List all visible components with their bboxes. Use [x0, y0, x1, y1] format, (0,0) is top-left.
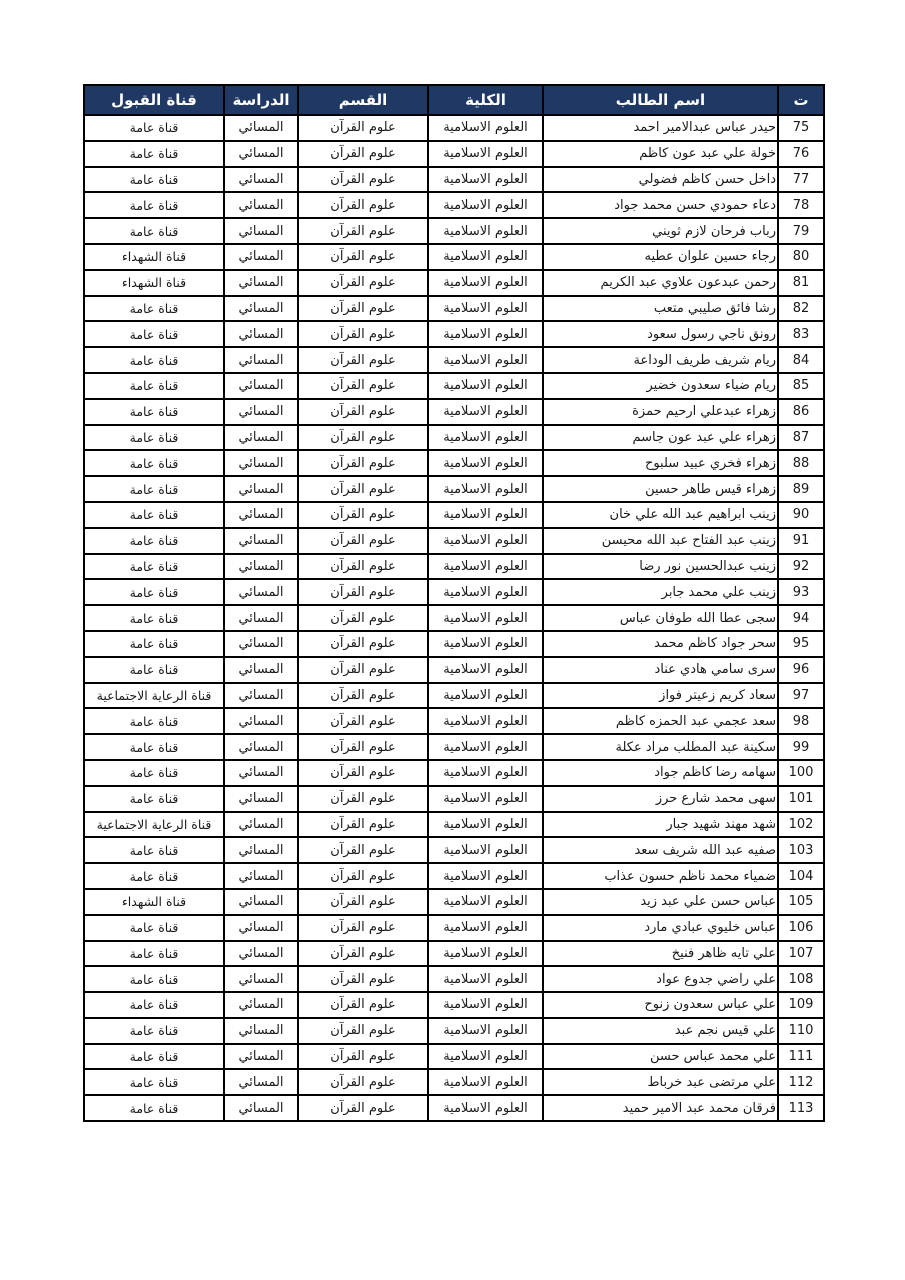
department-cell: علوم القرآن — [298, 244, 428, 270]
channel-cell: قناة الشهداء — [84, 889, 224, 915]
channel-cell: قناة عامة — [84, 992, 224, 1018]
department-cell: علوم القرآن — [298, 296, 428, 322]
department-cell: علوم القرآن — [298, 425, 428, 451]
college-cell: العلوم الاسلامية — [428, 450, 543, 476]
serial-cell: 75 — [778, 115, 824, 141]
study-cell: المسائي — [224, 141, 298, 167]
study-cell: المسائي — [224, 270, 298, 296]
department-cell: علوم القرآن — [298, 941, 428, 967]
student-name-cell: حيدر عباس عبدالامير احمد — [543, 115, 778, 141]
college-cell: العلوم الاسلامية — [428, 115, 543, 141]
table-row — [84, 321, 824, 347]
table-row — [84, 115, 824, 141]
college-cell: العلوم الاسلامية — [428, 812, 543, 838]
serial-cell: 91 — [778, 528, 824, 554]
study-cell: المسائي — [224, 167, 298, 193]
study-cell: المسائي — [224, 708, 298, 734]
table-row — [84, 425, 824, 451]
study-cell: المسائي — [224, 476, 298, 502]
serial-cell: 110 — [778, 1018, 824, 1044]
department-cell: علوم القرآن — [298, 631, 428, 657]
channel-cell: قناة عامة — [84, 863, 224, 889]
department-cell: علوم القرآن — [298, 1069, 428, 1095]
study-cell: المسائي — [224, 837, 298, 863]
channel-cell: قناة عامة — [84, 450, 224, 476]
table-row — [84, 631, 824, 657]
study-cell: المسائي — [224, 218, 298, 244]
channel-cell: قناة عامة — [84, 167, 224, 193]
study-cell: المسائي — [224, 966, 298, 992]
student-name-cell: علي قيس نجم عبد — [543, 1018, 778, 1044]
table-row — [84, 141, 824, 167]
student-name-cell: صفيه عبد الله شريف سعد — [543, 837, 778, 863]
college-cell: العلوم الاسلامية — [428, 554, 543, 580]
channel-cell: قناة الشهداء — [84, 270, 224, 296]
student-name-cell: رباب فرحان لازم ثويني — [543, 218, 778, 244]
table-header-row — [84, 85, 824, 115]
study-cell: المسائي — [224, 579, 298, 605]
department-cell: علوم القرآن — [298, 734, 428, 760]
student-name-cell: سهامه رضا كاظم جواد — [543, 760, 778, 786]
col-header-department: القسم — [298, 85, 428, 115]
table-row — [84, 992, 824, 1018]
channel-cell: قناة عامة — [84, 296, 224, 322]
department-cell: علوم القرآن — [298, 399, 428, 425]
table-row — [84, 657, 824, 683]
department-cell: علوم القرآن — [298, 115, 428, 141]
student-name-cell: ضمياء محمد ناظم حسون عذاب — [543, 863, 778, 889]
department-cell: علوم القرآن — [298, 270, 428, 296]
department-cell: علوم القرآن — [298, 450, 428, 476]
student-name-cell: سحر جواد كاظم محمد — [543, 631, 778, 657]
table-row — [84, 837, 824, 863]
department-cell: علوم القرآن — [298, 347, 428, 373]
channel-cell: قناة عامة — [84, 502, 224, 528]
student-name-cell: رحمن عبدعون علاوي عبد الكريم — [543, 270, 778, 296]
student-name-cell: زهراء علي عبد عون جاسم — [543, 425, 778, 451]
serial-cell: 106 — [778, 915, 824, 941]
serial-cell: 85 — [778, 373, 824, 399]
student-name-cell: سهى محمد شارع حرز — [543, 786, 778, 812]
department-cell: علوم القرآن — [298, 502, 428, 528]
table-row — [84, 554, 824, 580]
department-cell: علوم القرآن — [298, 708, 428, 734]
department-cell: علوم القرآن — [298, 1095, 428, 1121]
college-cell: العلوم الاسلامية — [428, 476, 543, 502]
channel-cell: قناة عامة — [84, 218, 224, 244]
student-name-cell: علي راضي جدوع عواد — [543, 966, 778, 992]
college-cell: العلوم الاسلامية — [428, 167, 543, 193]
serial-cell: 90 — [778, 502, 824, 528]
channel-cell: قناة عامة — [84, 966, 224, 992]
department-cell: علوم القرآن — [298, 812, 428, 838]
study-cell: المسائي — [224, 373, 298, 399]
student-name-cell: سجى عطا الله طوفان عباس — [543, 605, 778, 631]
table-body — [84, 115, 824, 1121]
college-cell: العلوم الاسلامية — [428, 579, 543, 605]
department-cell: علوم القرآن — [298, 476, 428, 502]
college-cell: العلوم الاسلامية — [428, 296, 543, 322]
study-cell: المسائي — [224, 786, 298, 812]
student-name-cell: زهراء قيس طاهر حسين — [543, 476, 778, 502]
table-row — [84, 476, 824, 502]
table-row — [84, 399, 824, 425]
study-cell: المسائي — [224, 1044, 298, 1070]
student-name-cell: سعد عجمي عبد الحمزه كاظم — [543, 708, 778, 734]
serial-cell: 108 — [778, 966, 824, 992]
department-cell: علوم القرآن — [298, 863, 428, 889]
student-name-cell: علي محمد عباس حسن — [543, 1044, 778, 1070]
college-cell: العلوم الاسلامية — [428, 1018, 543, 1044]
department-cell: علوم القرآن — [298, 1018, 428, 1044]
study-cell: المسائي — [224, 296, 298, 322]
college-cell: العلوم الاسلامية — [428, 373, 543, 399]
serial-cell: 102 — [778, 812, 824, 838]
channel-cell: قناة عامة — [84, 115, 224, 141]
college-cell: العلوم الاسلامية — [428, 218, 543, 244]
serial-cell: 105 — [778, 889, 824, 915]
college-cell: العلوم الاسلامية — [428, 270, 543, 296]
serial-cell: 97 — [778, 683, 824, 709]
college-cell: العلوم الاسلامية — [428, 941, 543, 967]
channel-cell: قناة الرعاية الاجتماعية — [84, 683, 224, 709]
table-row — [84, 966, 824, 992]
channel-cell: قناة عامة — [84, 192, 224, 218]
college-cell: العلوم الاسلامية — [428, 837, 543, 863]
table-row — [84, 941, 824, 967]
college-cell: العلوم الاسلامية — [428, 425, 543, 451]
department-cell: علوم القرآن — [298, 915, 428, 941]
student-name-cell: علي عباس سعدون زنوح — [543, 992, 778, 1018]
college-cell: العلوم الاسلامية — [428, 1069, 543, 1095]
serial-cell: 89 — [778, 476, 824, 502]
department-cell: علوم القرآن — [298, 605, 428, 631]
serial-cell: 83 — [778, 321, 824, 347]
college-cell: العلوم الاسلامية — [428, 631, 543, 657]
channel-cell: قناة عامة — [84, 321, 224, 347]
channel-cell: قناة عامة — [84, 373, 224, 399]
student-name-cell: ريام ضياء سعدون خضير — [543, 373, 778, 399]
study-cell: المسائي — [224, 889, 298, 915]
serial-cell: 82 — [778, 296, 824, 322]
study-cell: المسائي — [224, 554, 298, 580]
table-row — [84, 734, 824, 760]
student-name-cell: رشا فائق صليبي متعب — [543, 296, 778, 322]
serial-cell: 93 — [778, 579, 824, 605]
serial-cell: 112 — [778, 1069, 824, 1095]
department-cell: علوم القرآن — [298, 528, 428, 554]
college-cell: العلوم الاسلامية — [428, 528, 543, 554]
student-name-cell: داخل حسن كاظم فضولي — [543, 167, 778, 193]
channel-cell: قناة عامة — [84, 786, 224, 812]
table-row — [84, 708, 824, 734]
table-row — [84, 683, 824, 709]
student-name-cell: شهد مهند شهيد جبار — [543, 812, 778, 838]
study-cell: المسائي — [224, 863, 298, 889]
channel-cell: قناة الرعاية الاجتماعية — [84, 812, 224, 838]
college-cell: العلوم الاسلامية — [428, 915, 543, 941]
channel-cell: قناة عامة — [84, 1095, 224, 1121]
department-cell: علوم القرآن — [298, 837, 428, 863]
channel-cell: قناة عامة — [84, 554, 224, 580]
college-cell: العلوم الاسلامية — [428, 1044, 543, 1070]
student-name-cell: رجاء حسين علوان عطيه — [543, 244, 778, 270]
table-row — [84, 296, 824, 322]
channel-cell: قناة عامة — [84, 734, 224, 760]
college-cell: العلوم الاسلامية — [428, 141, 543, 167]
department-cell: علوم القرآن — [298, 1044, 428, 1070]
table-row — [84, 502, 824, 528]
student-name-cell: سكينة عبد المطلب مراد عكلة — [543, 734, 778, 760]
study-cell: المسائي — [224, 812, 298, 838]
study-cell: المسائي — [224, 115, 298, 141]
student-admissions-table — [83, 84, 825, 1122]
col-header-serial: ت — [778, 85, 824, 115]
channel-cell: قناة عامة — [84, 425, 224, 451]
table-row — [84, 1095, 824, 1121]
channel-cell: قناة عامة — [84, 347, 224, 373]
channel-cell: قناة عامة — [84, 141, 224, 167]
channel-cell: قناة عامة — [84, 760, 224, 786]
channel-cell: قناة عامة — [84, 657, 224, 683]
student-name-cell: فرقان محمد عبد الامير حميد — [543, 1095, 778, 1121]
table-row — [84, 218, 824, 244]
college-cell: العلوم الاسلامية — [428, 399, 543, 425]
college-cell: العلوم الاسلامية — [428, 786, 543, 812]
college-cell: العلوم الاسلامية — [428, 992, 543, 1018]
student-name-cell: زينب علي محمد جابر — [543, 579, 778, 605]
col-header-study: الدراسة — [224, 85, 298, 115]
student-name-cell: رونق ناجي رسول سعود — [543, 321, 778, 347]
serial-cell: 84 — [778, 347, 824, 373]
student-name-cell: زينب عبد الفتاح عبد الله محيسن — [543, 528, 778, 554]
college-cell: العلوم الاسلامية — [428, 502, 543, 528]
department-cell: علوم القرآن — [298, 992, 428, 1018]
serial-cell: 113 — [778, 1095, 824, 1121]
channel-cell: قناة عامة — [84, 605, 224, 631]
channel-cell: قناة عامة — [84, 708, 224, 734]
study-cell: المسائي — [224, 657, 298, 683]
student-name-cell: علي مرتضى عبد خرباط — [543, 1069, 778, 1095]
department-cell: علوم القرآن — [298, 889, 428, 915]
serial-cell: 104 — [778, 863, 824, 889]
student-name-cell: ريام شريف طريف الوداعة — [543, 347, 778, 373]
study-cell: المسائي — [224, 192, 298, 218]
serial-cell: 95 — [778, 631, 824, 657]
department-cell: علوم القرآن — [298, 786, 428, 812]
student-name-cell: دعاء حمودي حسن محمد جواد — [543, 192, 778, 218]
serial-cell: 76 — [778, 141, 824, 167]
channel-cell: قناة عامة — [84, 1044, 224, 1070]
col-header-student-name: اسم الطالب — [543, 85, 778, 115]
student-name-cell: خولة علي عبد عون كاظم — [543, 141, 778, 167]
table-row — [84, 889, 824, 915]
study-cell: المسائي — [224, 992, 298, 1018]
study-cell: المسائي — [224, 321, 298, 347]
student-name-cell: زهراء فخري عبيد سلبوح — [543, 450, 778, 476]
study-cell: المسائي — [224, 347, 298, 373]
student-name-cell: عباس خليوي عبادي مارد — [543, 915, 778, 941]
table-row — [84, 373, 824, 399]
study-cell: المسائي — [224, 1095, 298, 1121]
study-cell: المسائي — [224, 450, 298, 476]
serial-cell: 77 — [778, 167, 824, 193]
serial-cell: 100 — [778, 760, 824, 786]
channel-cell: قناة عامة — [84, 399, 224, 425]
channel-cell: قناة عامة — [84, 631, 224, 657]
student-name-cell: زينب عبدالحسين نور رضا — [543, 554, 778, 580]
study-cell: المسائي — [224, 502, 298, 528]
department-cell: علوم القرآن — [298, 554, 428, 580]
study-cell: المسائي — [224, 941, 298, 967]
serial-cell: 107 — [778, 941, 824, 967]
serial-cell: 80 — [778, 244, 824, 270]
serial-cell: 92 — [778, 554, 824, 580]
study-cell: المسائي — [224, 760, 298, 786]
serial-cell: 96 — [778, 657, 824, 683]
serial-cell: 78 — [778, 192, 824, 218]
college-cell: العلوم الاسلامية — [428, 683, 543, 709]
table-row — [84, 270, 824, 296]
table-row — [84, 605, 824, 631]
serial-cell: 99 — [778, 734, 824, 760]
table-row — [84, 528, 824, 554]
department-cell: علوم القرآن — [298, 683, 428, 709]
table-row — [84, 915, 824, 941]
college-cell: العلوم الاسلامية — [428, 347, 543, 373]
college-cell: العلوم الاسلامية — [428, 605, 543, 631]
channel-cell: قناة عامة — [84, 837, 224, 863]
study-cell: المسائي — [224, 425, 298, 451]
study-cell: المسائي — [224, 683, 298, 709]
channel-cell: قناة الشهداء — [84, 244, 224, 270]
serial-cell: 86 — [778, 399, 824, 425]
department-cell: علوم القرآن — [298, 966, 428, 992]
study-cell: المسائي — [224, 528, 298, 554]
channel-cell: قناة عامة — [84, 1018, 224, 1044]
college-cell: العلوم الاسلامية — [428, 244, 543, 270]
col-header-college: الكلية — [428, 85, 543, 115]
college-cell: العلوم الاسلامية — [428, 657, 543, 683]
serial-cell: 79 — [778, 218, 824, 244]
serial-cell: 101 — [778, 786, 824, 812]
student-name-cell: زهراء عبدعلي ارحيم حمزة — [543, 399, 778, 425]
table-row — [84, 167, 824, 193]
study-cell: المسائي — [224, 915, 298, 941]
channel-cell: قناة عامة — [84, 915, 224, 941]
table-row — [84, 1069, 824, 1095]
table-row — [84, 1044, 824, 1070]
table-row — [84, 450, 824, 476]
serial-cell: 109 — [778, 992, 824, 1018]
student-name-cell: سعاد كريم زعيتر فواز — [543, 683, 778, 709]
table-row — [84, 192, 824, 218]
serial-cell: 98 — [778, 708, 824, 734]
department-cell: علوم القرآن — [298, 218, 428, 244]
table-row — [84, 347, 824, 373]
serial-cell: 88 — [778, 450, 824, 476]
study-cell: المسائي — [224, 399, 298, 425]
department-cell: علوم القرآن — [298, 141, 428, 167]
college-cell: العلوم الاسلامية — [428, 889, 543, 915]
department-cell: علوم القرآن — [298, 321, 428, 347]
table-row — [84, 579, 824, 605]
department-cell: علوم القرآن — [298, 657, 428, 683]
col-header-channel: قناة القبول — [84, 85, 224, 115]
study-cell: المسائي — [224, 1018, 298, 1044]
serial-cell: 81 — [778, 270, 824, 296]
college-cell: العلوم الاسلامية — [428, 708, 543, 734]
serial-cell: 94 — [778, 605, 824, 631]
study-cell: المسائي — [224, 244, 298, 270]
department-cell: علوم القرآن — [298, 167, 428, 193]
study-cell: المسائي — [224, 1069, 298, 1095]
serial-cell: 111 — [778, 1044, 824, 1070]
student-name-cell: عباس حسن علي عبد زيد — [543, 889, 778, 915]
table-row — [84, 244, 824, 270]
college-cell: العلوم الاسلامية — [428, 863, 543, 889]
department-cell: علوم القرآن — [298, 373, 428, 399]
table-row — [84, 760, 824, 786]
college-cell: العلوم الاسلامية — [428, 734, 543, 760]
college-cell: العلوم الاسلامية — [428, 966, 543, 992]
table-row — [84, 812, 824, 838]
department-cell: علوم القرآن — [298, 579, 428, 605]
college-cell: العلوم الاسلامية — [428, 760, 543, 786]
channel-cell: قناة عامة — [84, 528, 224, 554]
college-cell: العلوم الاسلامية — [428, 1095, 543, 1121]
student-name-cell: سرى سامي هادي عناد — [543, 657, 778, 683]
channel-cell: قناة عامة — [84, 1069, 224, 1095]
serial-cell: 103 — [778, 837, 824, 863]
student-name-cell: زينب ابراهيم عبد الله علي خان — [543, 502, 778, 528]
channel-cell: قناة عامة — [84, 579, 224, 605]
channel-cell: قناة عامة — [84, 941, 224, 967]
serial-cell: 87 — [778, 425, 824, 451]
student-name-cell: علي تايه ظاهر فنيخ — [543, 941, 778, 967]
study-cell: المسائي — [224, 605, 298, 631]
college-cell: العلوم الاسلامية — [428, 192, 543, 218]
study-cell: المسائي — [224, 734, 298, 760]
table-row — [84, 1018, 824, 1044]
channel-cell: قناة عامة — [84, 476, 224, 502]
department-cell: علوم القرآن — [298, 760, 428, 786]
table-row — [84, 786, 824, 812]
department-cell: علوم القرآن — [298, 192, 428, 218]
table-row — [84, 863, 824, 889]
college-cell: العلوم الاسلامية — [428, 321, 543, 347]
study-cell: المسائي — [224, 631, 298, 657]
